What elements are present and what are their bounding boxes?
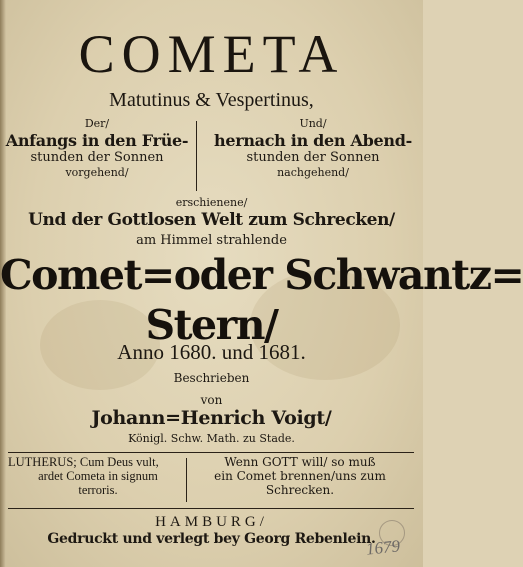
column-divider (196, 121, 197, 191)
right-column-line: hernach in den Abend- (214, 131, 412, 150)
body-line-und: Und der Gottlosen Welt zum Schrecken/ (28, 210, 395, 230)
german-quote-line: Wenn GOTT will/ so muß (224, 455, 376, 469)
left-column-heading: Der/ (84, 117, 110, 130)
document-subtitle: Matutinus & Vespertinus, (109, 89, 314, 111)
main-heading-line1: Comet=oder Schwantz= (0, 251, 523, 299)
main-heading-line2: Stern/ (145, 301, 278, 349)
latin-quote-line: ardet Cometa in signum (38, 469, 158, 483)
imprint-city: HAMBURG/ (155, 514, 268, 530)
body-line-himmel: am Himmel strahlende (136, 233, 287, 248)
right-column-line: stunden der Sonnen (246, 150, 380, 165)
latin-quote (8, 455, 188, 497)
year-line: Anno 1680. und 1681. (117, 340, 306, 364)
two-column-block (0, 117, 423, 195)
left-column-line: stunden der Sonnen (30, 150, 164, 165)
latin-quote-line: terroris. (78, 483, 118, 497)
german-quote-line: ein Comet brennen/uns zum (214, 469, 386, 483)
imprint-printer: Gedruckt und verlegt bey Georg Rebenlein. (47, 531, 376, 547)
horizontal-rule (8, 508, 414, 509)
left-column (2, 117, 192, 180)
beschrieben-label: Beschrieben (173, 371, 250, 385)
left-column-line: Anfangs in den Früe- (5, 131, 189, 150)
body-line-erschienene: erschienene/ (175, 196, 248, 209)
latin-quote-line: LUTHERUS; Cum Deus vult, (8, 455, 159, 469)
von-label: von (200, 393, 223, 407)
left-column-line: vorgehend/ (65, 166, 129, 179)
quote-divider (186, 458, 187, 502)
author-name: Johann=Henrich Voigt/ (91, 407, 332, 429)
horizontal-rule (8, 452, 414, 453)
author-affiliation: Königl. Schw. Math. zu Stade. (128, 432, 295, 445)
german-quote-line: Schrecken. (265, 483, 335, 497)
right-column-line: nachgehend/ (277, 166, 349, 179)
pencil-annotation: 1679 (365, 536, 401, 559)
document-title: COMETA (78, 24, 345, 84)
right-column-heading: Und/ (299, 117, 327, 130)
right-column (206, 117, 420, 180)
quote-block (0, 455, 423, 507)
german-quote (190, 455, 410, 497)
